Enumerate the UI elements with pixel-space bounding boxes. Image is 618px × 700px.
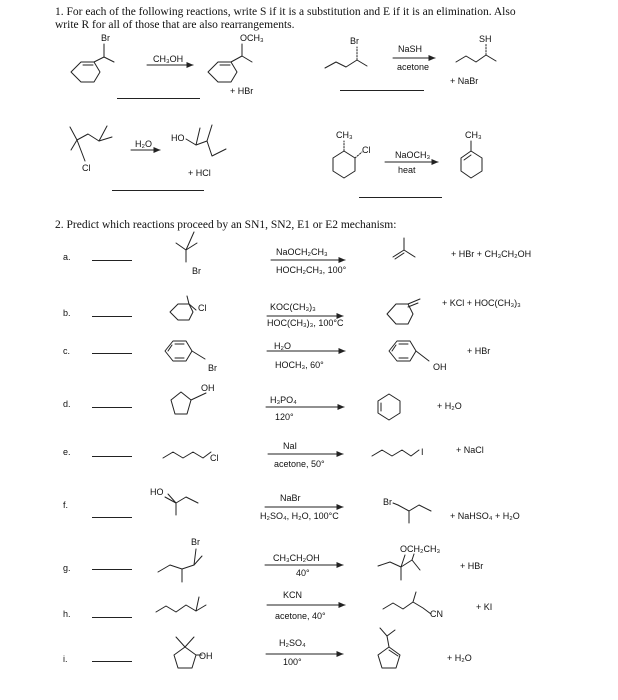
row-e-sm-label: Cl [210,453,219,463]
r1-starting-material [71,44,114,82]
row-h-product-label: CN [430,609,443,619]
q2-title: 2. Predict which reactions proceed by an SN1, SN2, E1 or E2 mechanism: [55,219,397,231]
r4-condition: heat [398,165,416,175]
row-d-condition: 120° [275,412,294,422]
row-i-letter: i. [63,654,68,664]
r1-product [208,44,252,82]
row-e-product-label: I [421,447,424,457]
row-i-sm-label: OH [199,651,213,661]
r1-byproduct: + HBr [230,86,254,96]
row-c-starting-material [165,341,205,361]
row-g-condition: 40° [296,568,310,578]
r4-reagent: NaOCH₃ [395,150,431,160]
row-d-starting-material [171,392,206,414]
r1-product-label: OCH₃ [240,33,264,43]
row-g-sm-label: Br [191,537,200,547]
row-a-reagent: NaOCH₂CH₃ [276,247,328,257]
row-a-sm-label: Br [192,266,201,276]
r3-byproduct: + HCl [188,168,211,178]
row-f-sm-label: HO [150,487,164,497]
row-b-reagent: KOC(CH₃)₃ [270,302,316,312]
row-g-letter: g. [63,563,71,573]
row-c-reagent: H₂O [274,341,291,351]
row-e-starting-material [163,452,211,458]
row-f-product [393,503,431,523]
row-b-letter: b. [63,308,71,318]
row-h-reagent: KCN [283,590,303,600]
row-h-letter: h. [63,609,71,619]
row-c-letter: c. [63,346,71,356]
r1-reagent: CH₃OH [153,54,184,64]
row-h-starting-material [156,597,206,612]
q1-instructions-line2: write R for all of those that are also rearrangements. [55,19,295,31]
q1-instructions-line1: 1. For each of the following reactions, write S if it is a substitution and E if it is an elimination. Also [55,6,516,18]
r4-starting-material [333,141,362,178]
row-a-starting-material [176,232,197,262]
row-a-product [393,238,415,259]
row-g-product-label: OCH₂CH₃ [400,544,441,554]
row-b-starting-material [170,296,196,320]
row-e-letter: e. [63,447,71,457]
row-d-letter: d. [63,399,71,409]
row-d-reagent: H₃PO₄ [270,395,297,405]
r2-starting-material [325,47,367,68]
row-i-reagent: H₂SO₄ [279,638,306,648]
row-g-starting-material [158,549,202,582]
row-c-sm-label: Br [208,363,217,373]
row-i-byproduct: + H₂O [447,653,472,663]
row-i-product [378,628,400,668]
row-d-product [378,394,400,420]
r3-product-label: HO [171,133,185,143]
row-h-byproduct: + KI [476,602,493,612]
row-g-byproduct: + HBr [460,561,484,571]
row-f-letter: f. [63,500,69,510]
row-b-product [387,299,420,324]
row-c-condition: HOCH₃, 60° [275,360,324,370]
row-f-starting-material [165,494,198,515]
row-c-product-label: OH [433,362,447,372]
r2-byproduct: + NaBr [450,76,479,86]
row-a-byproduct: + HBr + CH₃CH₂OH [451,249,532,259]
row-i-condition: 100° [283,657,302,667]
row-a-letter: a. [63,252,71,262]
row-b-sm-label: Cl [198,303,207,313]
row-d-byproduct: + H₂O [437,401,462,411]
r2-product-label: SH [479,34,492,44]
r1-sm-label: Br [101,33,110,43]
r4-product-label: CH₃ [465,130,482,140]
r2-sm-label: Br [350,36,359,46]
r2-product [456,44,496,62]
r4-sm-label-cl: Cl [362,145,371,155]
row-i-starting-material [174,637,202,668]
row-b-condition: HOC(CH₃)₃, 100°C [267,318,344,328]
row-h-product [383,592,431,614]
r3-product [186,125,226,156]
r4-product [461,141,482,178]
row-c-byproduct: + HBr [467,346,491,356]
row-f-byproduct: + NaHSO₄ + H₂O [450,511,520,521]
row-f-product-label: Br [383,497,392,507]
row-f-condition: H₂SO₄, H₂O, 100°C [260,511,339,521]
row-g-product [378,554,420,580]
row-e-byproduct: + NaCl [456,445,484,455]
r2-solvent: acetone [397,62,430,72]
r3-starting-material [70,126,112,161]
row-d-sm-label: OH [201,383,215,393]
row-e-condition: acetone, 50° [274,459,325,469]
row-a-condition: HOCH₂CH₃, 100° [276,265,347,275]
r3-reagent: H₂O [135,139,152,149]
row-e-reagent: NaI [283,441,298,451]
row-g-reagent: CH₃CH₂OH [273,553,320,563]
row-e-product [372,450,419,456]
row-f-reagent: NaBr [280,493,301,503]
r4-sm-label-ch3: CH₃ [336,130,353,140]
row-h-condition: acetone, 40° [275,611,326,621]
row-b-byproduct: + KCl + HOC(CH₃)₃ [442,298,521,308]
r3-sm-label: Cl [82,163,91,173]
r2-reagent: NaSH [398,44,423,54]
row-c-product [389,341,429,361]
